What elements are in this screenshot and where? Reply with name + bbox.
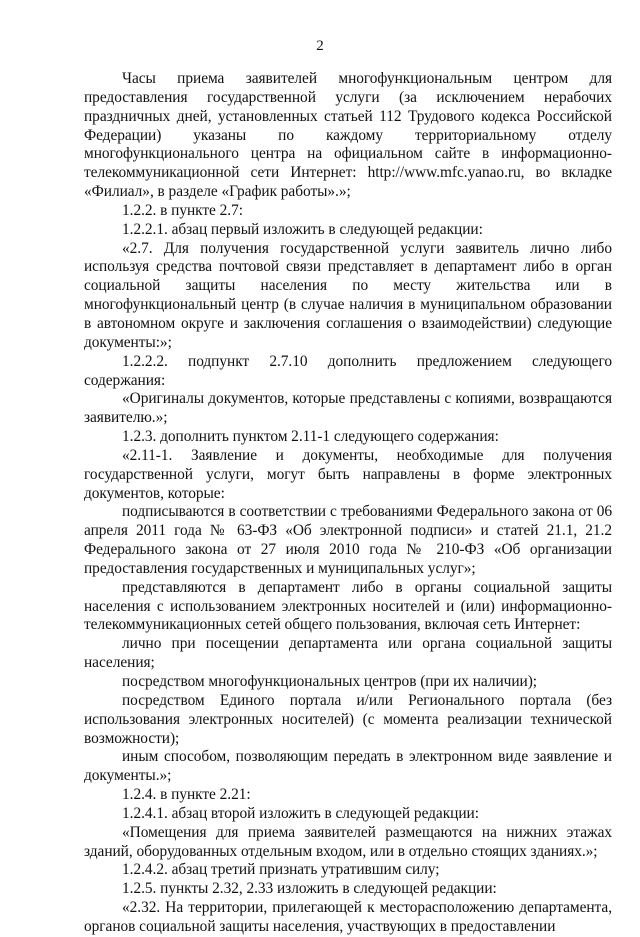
paragraph-1-2-2-1: 1.2.2.1. абзац первый изложить в следующей редакции: [122,220,483,238]
paragraph-1-2-3: 1.2.3. дополнить пунктом 2.11-1 следующего содержания: [122,428,499,446]
page-number: 2 [316,38,324,54]
paragraph-1-2-5: 1.2.5. пункты 2.32, 2.33 изложить в следующей редакции: [122,880,497,898]
paragraph-via-mfc: посредством многофункциональных центров (при их наличии); [122,673,538,690]
paragraph-premises: «Помещения для приема заявителей размещаются на нижних этажах зданий, оборудованных отдельным входом, или в отдельно стоящих зданиях.»; [84,823,612,860]
paragraph-1-2-4-1: 1.2.4.1. абзац второй изложить в следующей редакции: [122,804,479,822]
paragraph-2-11-1: «2.11-1. Заявление и документы, необходимые для получения государственной услуги, могут быть направлены в форме электронных документов, которые: [84,446,612,502]
paragraph-submitted: представляются в департамент либо в органы социальной защиты населения с использованием электронных носителей и (или) информационно-телекоммуникационных сетей общего пользования, включая сеть Интернет: [84,578,612,634]
paragraph-1-2-4: 1.2.4. в пункте 2.21: [122,786,251,804]
paragraph-originals: «Оригиналы документов, которые представлены с копиями, возвращаются заявителю.»; [84,390,612,427]
paragraph-signed: подписываются в соответствии с требованиями Федерального закона от 06 апреля 2011 года № 63-ФЗ «Об электронной подписи» и статей 21.1, 21.2 Федерального закона от 27 июля 2010 года № 210-ФЗ «Об организации предоставления государственных и муниципальных услуг»; [84,503,612,577]
paragraph-2-7: «2.7. Для получения государственной услуги заявитель лично либо используя средства почтовой связи представляет в департамент либо в орган социальной защиты населения по месту жительства или в многофункциональный центр (в случае наличия в муниципальном образовании в автономном округе и заключения соглашения о взаимодействии) следующие документы:»; [84,239,612,351]
document-body [84,70,612,937]
paragraph-via-portal: посредством Единого портала и/или Регионального портала (без использования электронных носителей) (с момента реализации технической возможности); [84,691,612,747]
paragraph-in-person: лично при посещении департамента или органа социальной защиты населения; [84,635,612,672]
paragraph-other-way: иным способом, позволяющим передать в электронном виде заявление и документы.»; [84,748,612,785]
paragraph-1-2-4-2: 1.2.4.2. абзац третий признать утратившим силу; [122,861,440,879]
paragraph-1-2-2: 1.2.2. в пункте 2.7: [122,201,243,219]
paragraph-1-2-2-2: 1.2.2.2. подпункт 2.7.10 дополнить предложением следующего содержания: [84,352,612,389]
paragraph-2-32: «2.32. На территории, прилегающей к месторасположению департамента, органов социальной защиты населения, участвующих в предоставлении [84,899,612,935]
paragraph-mfc-hours: Часы приема заявителей многофункциональным центром для предоставления государственной услуги (за исключением нерабочих праздничных дней, установленных статьей 112 Трудового кодекса Российской Федерации) указаны по каждому территориальному отделу многофункционального центра на официальном сайте в информационно-телекоммуникационной сети Интернет: http://www.mfc.yanao.ru, во вкладке «Филиал», в разделе «График работы».»; [84,70,612,201]
